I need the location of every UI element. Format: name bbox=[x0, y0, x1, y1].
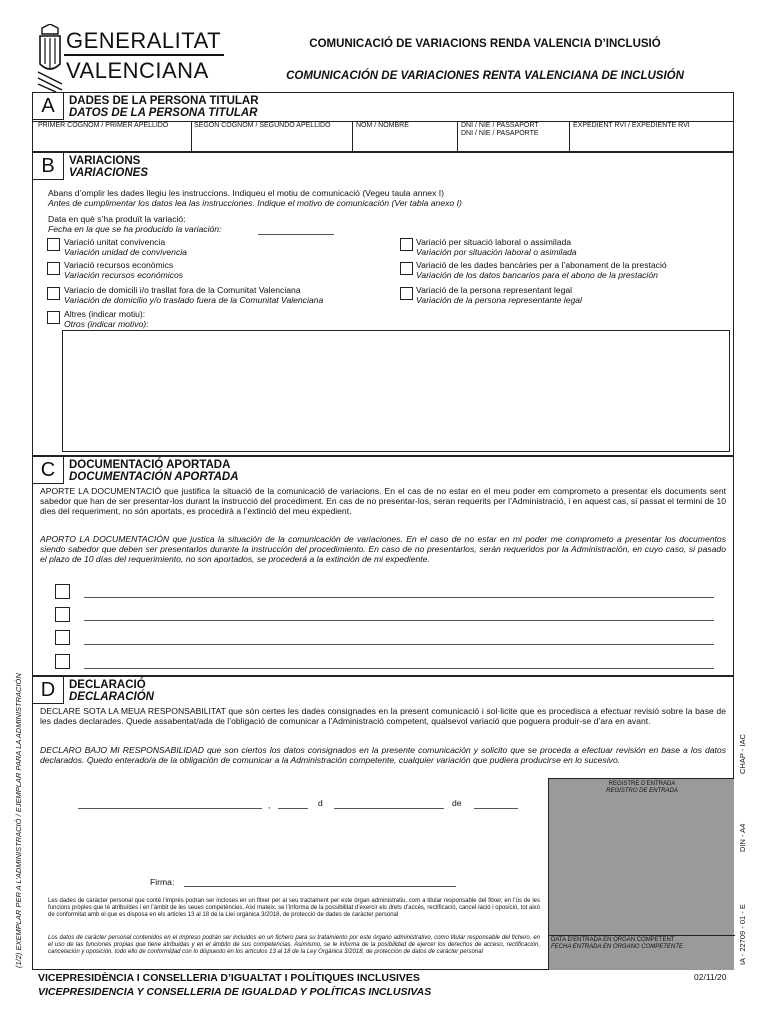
col-file: EXPEDIENT RVI / EXPEDIENTE RVI bbox=[573, 122, 690, 129]
doc-checkbox-4[interactable] bbox=[55, 654, 70, 669]
option-es: Variación de la persona representante legal bbox=[416, 295, 582, 305]
option-es: Variación unidad de convivencia bbox=[64, 247, 187, 257]
option-es: Variación de los datos bancarios para el abono de la prestación bbox=[416, 270, 658, 280]
month-field[interactable] bbox=[334, 808, 444, 809]
form-version-date: 02/11/20 bbox=[694, 972, 727, 982]
privacy-notice-val: Les dades de caràcter personal que conté l’imprés podran ser incloses en un fitxer per al seu tractament per este òrgan administratiu, com a titular responsable del fitxer, en l’ús de les funcions pròpies que té atribuïdes i en l’àmbit de les seues competències. Així mateix, se l’informa de la possibilitat d’exercir els drets d’accés, rectificació, cancel·lació i oposició, tot això de conformitat amb el que es disposa en els articles 13 al 18 de la Llei orgànica 3/2018, de protecció de dades de caràcter personal bbox=[48, 898, 540, 918]
doc-line-4[interactable] bbox=[84, 668, 714, 669]
option-val: Variació unitat convivencia bbox=[64, 237, 166, 247]
divider bbox=[549, 935, 735, 936]
option-val: Altres (indicar motiu): bbox=[64, 309, 146, 319]
section-a-letter: A bbox=[33, 93, 64, 120]
doc-line-3[interactable] bbox=[84, 644, 714, 645]
date-label-es: Fecha en la que se ha producido la variación: bbox=[48, 224, 222, 234]
day-field[interactable] bbox=[278, 808, 308, 809]
option-es: Otros (indicar motivo): bbox=[64, 319, 149, 329]
doc-line-2[interactable] bbox=[84, 620, 714, 621]
section-c-title bbox=[69, 459, 239, 483]
option-address-change bbox=[64, 285, 323, 305]
section-d-letter: D bbox=[33, 677, 64, 704]
registry-label-val: REGISTRE D’ENTRADA bbox=[608, 781, 676, 787]
option-household-unit bbox=[64, 237, 187, 257]
entry-date-label-es: FECHA ENTRADA EN ÓRGANO COMPETENTE bbox=[551, 944, 683, 950]
margin-code-form: IA - 22709 - 01 - E bbox=[738, 904, 747, 965]
section-c-title-val: DOCUMENTACIÓ APORTADA bbox=[69, 459, 231, 471]
variation-date-label bbox=[48, 214, 221, 234]
footer-ministry-es: VICEPRESIDENCIA Y CONSELLERIA DE IGUALDAD Y POLÍTICAS INCLUSIVAS bbox=[38, 986, 432, 998]
section-c-text-val: APORTE LA DOCUMENTACIÓ que justifica la situació de la comunicació de variacions. En el cas de no estar en el meu poder em comprometo a presentar els documents sent sabedor que han de ser presentar-los durant la instrucció del procediment. En cas de no presentar-los, seran requerits per l’Administració, i en aquest cas, si passat el termini de 10 dies del requeriment, no són aportats, es procedirà a l’extinció del meu expedient. bbox=[40, 486, 726, 516]
section-d-title-val: DECLARACIÓ bbox=[69, 679, 146, 691]
section-b-title bbox=[69, 155, 148, 179]
option-val: Variacio de domicili i/o trasllat fora de la Comunitat Valenciana bbox=[64, 285, 301, 295]
section-d-title-es: DECLARACIÓN bbox=[69, 691, 154, 703]
year-field[interactable] bbox=[474, 808, 518, 809]
signature-field[interactable] bbox=[184, 886, 456, 887]
entry-date-label-val: DATA D’ENTRADA EN ÒRGAN COMPETENT bbox=[551, 937, 675, 943]
section-a-title-val: DADES DE LA PERSONA TITULAR bbox=[69, 95, 259, 107]
logo-text-line1: GENERALITAT bbox=[66, 28, 222, 53]
date-d-label: d bbox=[318, 798, 323, 808]
section-b-intro bbox=[48, 188, 728, 208]
doc-checkbox-3[interactable] bbox=[55, 630, 70, 645]
copy-designation: (1/2) EXEMPLAR PER A L’ADMINISTRACIÓ / EJEMPLAR PARA LA ADMINISTRACIÓN bbox=[14, 673, 23, 968]
section-c-text-es: APORTO LA DOCUMENTACIÓN que justica la situación de la comunicación de variaciones. En el caso de no estar en mi poder me comprometo a presentar los documentos siendo sabedor que deben ser presentarlos durante la instrucción del procedimiento. En caso de no presentarlos, serán requeridos por la Administración, en cuyo caso, si pasado el plazo de 10 días del requerimiento, no son aportados, se procederá a la extinción de mi expediente. bbox=[40, 534, 726, 564]
date-de-label: de bbox=[452, 798, 462, 808]
section-b-title-val: VARIACIONS bbox=[69, 155, 141, 167]
coat-of-arms-icon bbox=[36, 24, 64, 92]
checkbox-address-change[interactable] bbox=[47, 287, 60, 300]
margin-code-chap: CHAP - IAC bbox=[738, 734, 747, 774]
section-c-letter: C bbox=[33, 457, 64, 484]
checkbox-other[interactable] bbox=[47, 311, 60, 324]
registry-stamp-box bbox=[548, 778, 734, 970]
logo-divider bbox=[64, 54, 224, 56]
option-bank-details bbox=[416, 260, 667, 280]
option-val: Variació per situació laboral o assimilada bbox=[416, 237, 572, 247]
margin-code-din: DIN - A4 bbox=[738, 823, 747, 852]
section-d-title bbox=[69, 679, 154, 703]
section-d-text-es: DECLARO BAJO MI RESPONSABILIDAD que son ciertos los datos consignados en la presente comunicación y solicito que se proceda a efectuar revisión en base a los datos declarados. Quedo enterado/a de la obligación de comunicar a la Administración competente, cualquier variación que pudiera producirse en lo sucesivo. bbox=[40, 745, 726, 765]
checkbox-household-unit[interactable] bbox=[47, 238, 60, 251]
intro-es: Antes de cumplimentar los datos lea las instrucciones. Indique el motivo de comunicación (Ver tabla anexo I) bbox=[48, 198, 462, 208]
col-second-surname: SEGON COGNOM / SEGUNDO APELLIDO bbox=[194, 122, 331, 129]
doc-checkbox-2[interactable] bbox=[55, 607, 70, 622]
checkbox-bank-details[interactable] bbox=[400, 262, 413, 275]
checkbox-employment[interactable] bbox=[400, 238, 413, 251]
logo-text-line2: VALENCIANA bbox=[66, 58, 209, 83]
col-id-val: DNI / NIE / PASSAPORT bbox=[461, 122, 539, 129]
registry-label-es: REGISTRO DE ENTRADA bbox=[606, 788, 678, 794]
checkbox-legal-representative[interactable] bbox=[400, 287, 413, 300]
form-title-spanish: COMUNICACIÓN DE VARIACIONES RENTA VALENCIANA DE INCLUSIÓN bbox=[286, 70, 684, 82]
option-legal-representative bbox=[416, 285, 582, 305]
option-es: Variación por situación laboral o asimilada bbox=[416, 247, 577, 257]
form-title-valencian: COMUNICACIÓ DE VARIACIONS RENDA VALENCIA D’INCLUSIÓ bbox=[309, 38, 661, 50]
option-val: Variació de la persona representant legal bbox=[416, 285, 573, 295]
section-d-text-val: DECLARE SOTA LA MEUA RESPONSABILITAT que són certes les dades consignades en la present comunicació i sol·licite que es procedisca a efectuar revisió sobre la base de les dades declarades. Quede assabentat/ada de l’obligació de comunicar a l’Administració competent, qualsevol variació que poguera produir-se d’ara en avant. bbox=[40, 706, 726, 726]
generalitat-logo bbox=[36, 22, 226, 96]
intro-val: Abans d’omplir les dades llegiu les instruccions. Indiqueu el motiu de comunicació (Vegeu taula annex I) bbox=[48, 188, 445, 198]
col-id-es: DNI / NIE / PASAPORTE bbox=[461, 130, 539, 137]
option-economic-resources bbox=[64, 260, 183, 280]
option-other bbox=[64, 309, 149, 329]
divider bbox=[352, 121, 353, 152]
section-b-title-es: VARIACIONES bbox=[69, 167, 149, 179]
signature-label: Firma: bbox=[150, 877, 175, 887]
checkbox-economic-resources[interactable] bbox=[47, 262, 60, 275]
footer-ministry-val: VICEPRESIDÈNCIA I CONSELLERIA D’IGUALTAT I POLÍTIQUES INCLUSIVES bbox=[38, 972, 420, 984]
date-label-val: Data en què s’ha produït la variació: bbox=[48, 214, 186, 224]
divider bbox=[457, 121, 458, 152]
option-employment bbox=[416, 237, 577, 257]
doc-checkbox-1[interactable] bbox=[55, 584, 70, 599]
other-reason-textarea[interactable] bbox=[62, 330, 730, 452]
place-field[interactable] bbox=[78, 808, 262, 809]
col-name: NOM / NOMBRE bbox=[356, 122, 409, 129]
section-b-letter: B bbox=[33, 153, 64, 180]
privacy-notice-es: Los datos de carácter personal contenidos en el impreso podrán ser incluidos en un fichero para su tratamiento por este órgano administrativo, como titular responsable del fichero, en el uso de las funciones propias que tiene atribuidas y en el ámbito de sus competencias. Asimismo, se le informa de la posibilidad de ejercer los derechos de acceso, rectificación, cancelación y oposición, todo ello de conformidad con lo dispuesto en los artículos 13 al 18 de la Ley Orgánica 3/2018, de protección de datos de carácter personal bbox=[48, 935, 540, 955]
option-es: Variación de domicilio y/o traslado fuera de la Comunitat Valenciana bbox=[64, 295, 324, 305]
option-es: Variación recursos económicos bbox=[64, 270, 184, 280]
option-val: Variació recursos econòmics bbox=[64, 260, 174, 270]
comma-separator: , bbox=[268, 800, 271, 810]
section-a-title-es: DATOS DE LA PERSONA TITULAR bbox=[69, 107, 258, 119]
col-id bbox=[461, 122, 539, 138]
doc-line-1[interactable] bbox=[84, 597, 714, 598]
variation-date-field[interactable] bbox=[258, 234, 334, 235]
option-val: Variació de les dades bancàries per a l’abonament de la prestació bbox=[416, 260, 667, 270]
divider bbox=[191, 121, 192, 152]
col-first-surname: PRIMER COGNOM / PRIMER APELLIDO bbox=[38, 122, 169, 129]
section-a-title bbox=[69, 95, 259, 119]
section-c-title-es: DOCUMENTACIÓN APORTADA bbox=[69, 471, 239, 483]
divider bbox=[569, 121, 570, 152]
